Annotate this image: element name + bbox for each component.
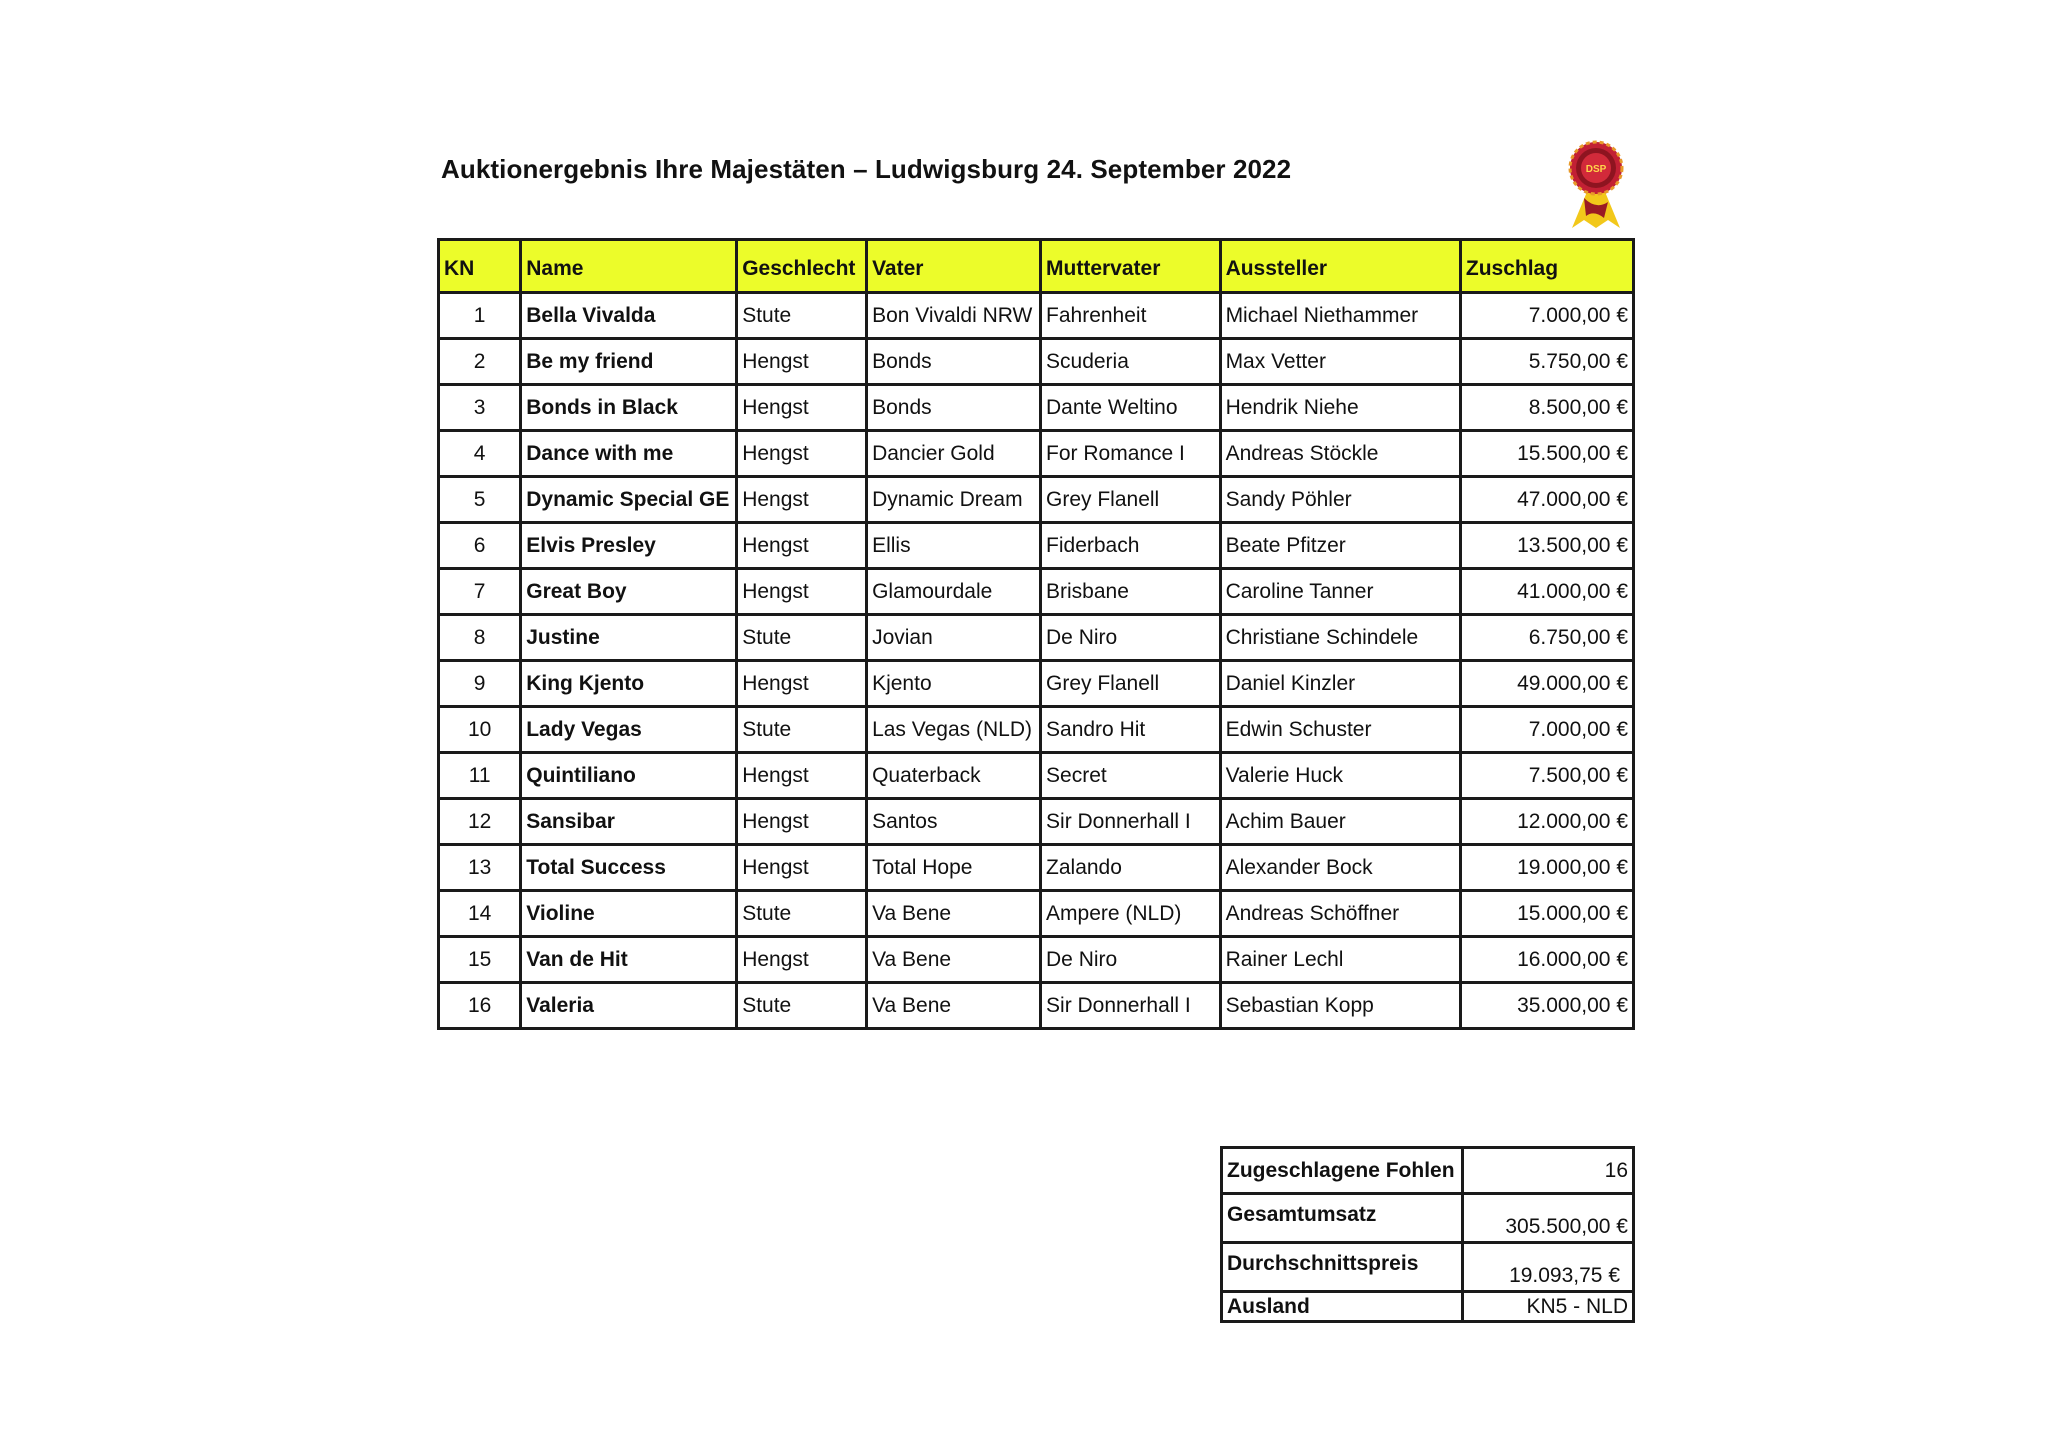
summary-label: Zugeschlagene Fohlen (1222, 1148, 1463, 1194)
zuschlag-cell: 15.500,00 € (1460, 431, 1633, 477)
table-header-row (439, 240, 1634, 293)
vater-cell: Kjento (867, 661, 1041, 707)
geschlecht-cell: Hengst (737, 661, 867, 707)
aussteller-cell: Sebastian Kopp (1220, 983, 1460, 1029)
name-cell: Quintiliano (521, 753, 737, 799)
table-row (439, 983, 1634, 1029)
table-row (439, 431, 1634, 477)
vater-cell: Dancier Gold (867, 431, 1041, 477)
kn-cell: 16 (439, 983, 521, 1029)
muttervater-cell: Brisbane (1041, 569, 1221, 615)
muttervater-cell: De Niro (1041, 615, 1221, 661)
table-row (439, 891, 1634, 937)
muttervater-cell: Dante Weltino (1041, 385, 1221, 431)
kn-cell: 6 (439, 523, 521, 569)
geschlecht-cell: Hengst (737, 937, 867, 983)
aussteller-cell: Hendrik Niehe (1220, 385, 1460, 431)
vater-cell: Dynamic Dream (867, 477, 1041, 523)
aussteller-cell: Achim Bauer (1220, 799, 1460, 845)
zuschlag-cell: 7.000,00 € (1460, 707, 1633, 753)
geschlecht-cell: Stute (737, 293, 867, 339)
kn-cell: 15 (439, 937, 521, 983)
aussteller-cell: Alexander Bock (1220, 845, 1460, 891)
name-cell: Be my friend (521, 339, 737, 385)
zuschlag-cell: 12.000,00 € (1460, 799, 1633, 845)
name-cell: Violine (521, 891, 737, 937)
kn-cell: 2 (439, 339, 521, 385)
table-row (439, 753, 1634, 799)
aussteller-cell: Rainer Lechl (1220, 937, 1460, 983)
table-row (439, 477, 1634, 523)
name-cell: King Kjento (521, 661, 737, 707)
geschlecht-cell: Stute (737, 891, 867, 937)
muttervater-cell: Grey Flanell (1041, 477, 1221, 523)
geschlecht-cell: Hengst (737, 431, 867, 477)
vater-cell: Quaterback (867, 753, 1041, 799)
vater-cell: Va Bene (867, 937, 1041, 983)
muttervater-cell: Scuderia (1041, 339, 1221, 385)
geschlecht-cell: Hengst (737, 339, 867, 385)
name-cell: Dance with me (521, 431, 737, 477)
muttervater-cell: Fiderbach (1041, 523, 1221, 569)
name-cell: Sansibar (521, 799, 737, 845)
kn-cell: 11 (439, 753, 521, 799)
geschlecht-cell: Stute (737, 615, 867, 661)
geschlecht-cell: Hengst (737, 569, 867, 615)
name-cell: Lady Vegas (521, 707, 737, 753)
geschlecht-cell: Stute (737, 983, 867, 1029)
geschlecht-cell: Stute (737, 707, 867, 753)
muttervater-cell: Sir Donnerhall I (1041, 983, 1221, 1029)
geschlecht-cell: Hengst (737, 523, 867, 569)
zuschlag-cell: 47.000,00 € (1460, 477, 1633, 523)
column-header-aussteller: Aussteller (1220, 240, 1460, 293)
kn-cell: 13 (439, 845, 521, 891)
muttervater-cell: Sandro Hit (1041, 707, 1221, 753)
name-cell: Great Boy (521, 569, 737, 615)
column-header-geschlecht: Geschlecht (737, 240, 867, 293)
kn-cell: 1 (439, 293, 521, 339)
summary-value: KN5 - NLD (1463, 1292, 1634, 1322)
dsp-rosette-icon (1560, 140, 1632, 232)
zuschlag-cell: 49.000,00 € (1460, 661, 1633, 707)
summary-row-durchschnittspreis (1222, 1243, 1634, 1292)
name-cell: Valeria (521, 983, 737, 1029)
kn-cell: 8 (439, 615, 521, 661)
vater-cell: Bonds (867, 385, 1041, 431)
table-row (439, 937, 1634, 983)
table-row (439, 707, 1634, 753)
zuschlag-cell: 35.000,00 € (1460, 983, 1633, 1029)
vater-cell: Va Bene (867, 983, 1041, 1029)
kn-cell: 3 (439, 385, 521, 431)
vater-cell: Bonds (867, 339, 1041, 385)
vater-cell: Ellis (867, 523, 1041, 569)
muttervater-cell: Secret (1041, 753, 1221, 799)
vater-cell: Glamourdale (867, 569, 1041, 615)
column-header-name: Name (521, 240, 737, 293)
logo-text: DSP (1585, 164, 1607, 175)
table-row (439, 523, 1634, 569)
summary-value: 305.500,00 € (1463, 1194, 1634, 1243)
kn-cell: 4 (439, 431, 521, 477)
zuschlag-cell: 7.000,00 € (1460, 293, 1633, 339)
zuschlag-cell: 6.750,00 € (1460, 615, 1633, 661)
summary-label: Gesamtumsatz (1222, 1194, 1463, 1243)
aussteller-cell: Beate Pfitzer (1220, 523, 1460, 569)
aussteller-cell: Andreas Schöffner (1220, 891, 1460, 937)
name-cell: Total Success (521, 845, 737, 891)
kn-cell: 9 (439, 661, 521, 707)
aussteller-cell: Daniel Kinzler (1220, 661, 1460, 707)
muttervater-cell: For Romance I (1041, 431, 1221, 477)
name-cell: Elvis Presley (521, 523, 737, 569)
aussteller-cell: Valerie Huck (1220, 753, 1460, 799)
zuschlag-cell: 19.000,00 € (1460, 845, 1633, 891)
zuschlag-cell: 15.000,00 € (1460, 891, 1633, 937)
table-row (439, 293, 1634, 339)
geschlecht-cell: Hengst (737, 845, 867, 891)
vater-cell: Las Vegas (NLD) (867, 707, 1041, 753)
name-cell: Bonds in Black (521, 385, 737, 431)
geschlecht-cell: Hengst (737, 477, 867, 523)
column-header-muttervater: Muttervater (1041, 240, 1221, 293)
geschlecht-cell: Hengst (737, 753, 867, 799)
muttervater-cell: Zalando (1041, 845, 1221, 891)
aussteller-cell: Max Vetter (1220, 339, 1460, 385)
muttervater-cell: Sir Donnerhall I (1041, 799, 1221, 845)
zuschlag-cell: 13.500,00 € (1460, 523, 1633, 569)
muttervater-cell: Fahrenheit (1041, 293, 1221, 339)
aussteller-cell: Michael Niethammer (1220, 293, 1460, 339)
muttervater-cell: Ampere (NLD) (1041, 891, 1221, 937)
table-row (439, 799, 1634, 845)
vater-cell: Jovian (867, 615, 1041, 661)
column-header-kn: KN (439, 240, 521, 293)
table-row (439, 339, 1634, 385)
column-header-zuschlag: Zuschlag (1460, 240, 1633, 293)
kn-cell: 12 (439, 799, 521, 845)
auction-results-table (437, 238, 1635, 1030)
name-cell: Bella Vivalda (521, 293, 737, 339)
geschlecht-cell: Hengst (737, 385, 867, 431)
name-cell: Van de Hit (521, 937, 737, 983)
column-header-vater: Vater (867, 240, 1041, 293)
table-row (439, 615, 1634, 661)
summary-label: Ausland (1222, 1292, 1463, 1322)
kn-cell: 5 (439, 477, 521, 523)
table-row (439, 661, 1634, 707)
summary-row-ausland (1222, 1292, 1634, 1322)
zuschlag-cell: 7.500,00 € (1460, 753, 1633, 799)
aussteller-cell: Edwin Schuster (1220, 707, 1460, 753)
vater-cell: Santos (867, 799, 1041, 845)
table-row (439, 569, 1634, 615)
vater-cell: Va Bene (867, 891, 1041, 937)
aussteller-cell: Christiane Schindele (1220, 615, 1460, 661)
name-cell: Justine (521, 615, 737, 661)
zuschlag-cell: 41.000,00 € (1460, 569, 1633, 615)
zuschlag-cell: 16.000,00 € (1460, 937, 1633, 983)
geschlecht-cell: Hengst (737, 799, 867, 845)
vater-cell: Bon Vivaldi NRW (867, 293, 1041, 339)
muttervater-cell: Grey Flanell (1041, 661, 1221, 707)
muttervater-cell: De Niro (1041, 937, 1221, 983)
kn-cell: 7 (439, 569, 521, 615)
summary-row-fohlen (1222, 1148, 1634, 1194)
aussteller-cell: Caroline Tanner (1220, 569, 1460, 615)
name-cell: Dynamic Special GE (521, 477, 737, 523)
table-row (439, 385, 1634, 431)
zuschlag-cell: 8.500,00 € (1460, 385, 1633, 431)
summary-label: Durchschnittspreis (1222, 1243, 1463, 1292)
table-row (439, 845, 1634, 891)
summary-value: 19.093,75 € (1463, 1243, 1634, 1292)
aussteller-cell: Sandy Pöhler (1220, 477, 1460, 523)
aussteller-cell: Andreas Stöckle (1220, 431, 1460, 477)
zuschlag-cell: 5.750,00 € (1460, 339, 1633, 385)
vater-cell: Total Hope (867, 845, 1041, 891)
summary-table (1220, 1146, 1635, 1323)
kn-cell: 14 (439, 891, 521, 937)
summary-value: 16 (1463, 1148, 1634, 1194)
summary-row-gesamtumsatz (1222, 1194, 1634, 1243)
page-title: Auktionergebnis Ihre Majestäten – Ludwigsburg 24. September 2022 (441, 154, 1292, 184)
kn-cell: 10 (439, 707, 521, 753)
